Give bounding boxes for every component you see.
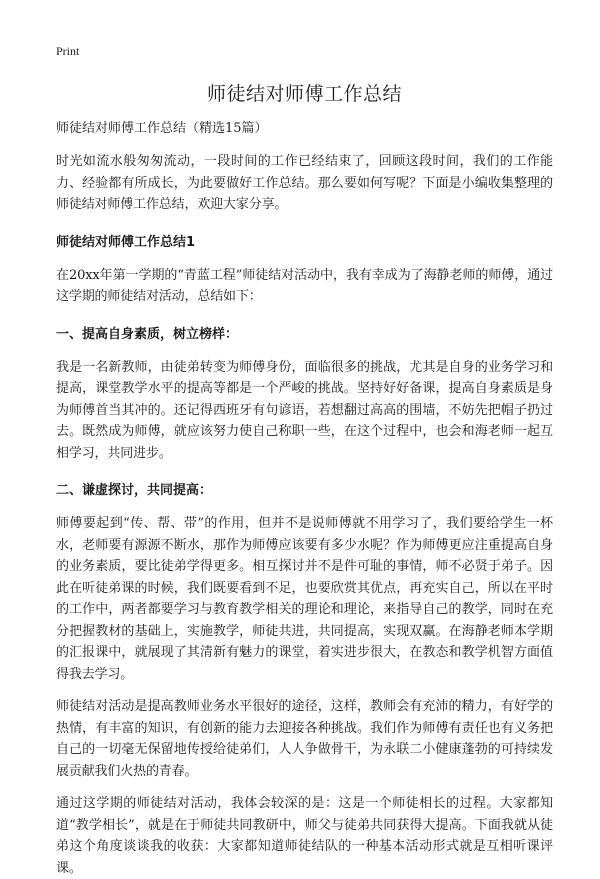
section-paragraph: 在20xx年第一学期的“青蓝工程”师徒结对活动中，我有幸成为了海静老师的师傅，通过这学期的师徒结对活动，总结如下： bbox=[56, 267, 553, 304]
document-subtitle: 师徒结对师傅工作总结（精选15篇） bbox=[56, 121, 268, 136]
subsection-heading-1: 一、提高自身素质，树立榜样： bbox=[56, 326, 239, 342]
intro-paragraph: 时光如流水般匆匆流动，一段时间的工作已经结束了，回顾这段时间，我们的工作能力、经验都有所成长，为此要做好工作总结。那么要如何写呢？下面是小编收集整理的师徒结对师傅工作总结，欢迎大家分享。 bbox=[56, 154, 553, 212]
section-heading: 师徒结对师傅工作总结1 bbox=[56, 234, 196, 250]
print-link[interactable]: Print bbox=[56, 44, 80, 58]
subsection-2-paragraph-2: 师徒结对活动是提高教师业务水平很好的途径，这样，教师会有充沛的精力，有好学的热情，有丰富的知识，有创新的能力去迎接各种挑战。我们作为师傅有责任也有义务把自己的一切毫无保留地传授给徒弟们，人人争做骨干，为永联二小健康蓬勃的可持续发展贡献我们火热的青春。 bbox=[56, 699, 553, 779]
subsection-1-paragraph: 我是一名新教师，由徒弟转变为师傅身份，面临很多的挑战，尤其是自身的业务学习和提高，课堂教学水平的提高等都是一个严峻的挑战。坚持好好备课，提高自身素质是身为师傅首当其冲的。还记得西班牙有句谚语，若想翻过高高的围墙，不妨先把帽子扔过去。既然成为师傅，就应该努力使自己称职一些，在这个过程中，也会和海老师一起互相学习，共同进步。 bbox=[56, 359, 553, 461]
subsection-2-paragraph-3: 通过这学期的师徒结对活动，我体会较深的是：这是一个师徒相长的过程。大家都知道“教学相长”，就是在于师徒共同教研中，师父与徒弟共同获得大提高。下面我就从徒弟这个角度谈谈我的收获：大家都知道师徒结队的一种基本活动形式就是互相听课评课。 bbox=[56, 796, 553, 876]
subsection-heading-2: 二、谦虚探讨，共同提高： bbox=[56, 483, 213, 498]
page-title: 师徒结对师傅工作总结 bbox=[206, 83, 402, 105]
subsection-2-paragraph-1: 师傅要起到“传、帮、带”的作用，但并不是说师傅就不用学习了，我们要给学生一杯水，老师要有源源不断水，那作为师傅应该要有多少水呢？作为师傅更应注重提高自身的业务素质，要比徒弟学得更多。相互探讨并不是件可耻的事情，师不必贤于弟子。因此在听徒弟课的时候，我们既要看到不足，也要欣赏其优点，再充实自己，所以在平时的工作中，两者都要学习与教育教学相关的理论和理论，来指导自己的教学，同时在充分把握教材的基础上，实施教学，师徒共进，共同提高，实现双赢。在海静老师本学期的汇报课中，就展现了其清新有魅力的课堂，着实进步很大，在教态和教学机智方面值得我去学习。 bbox=[56, 516, 553, 682]
